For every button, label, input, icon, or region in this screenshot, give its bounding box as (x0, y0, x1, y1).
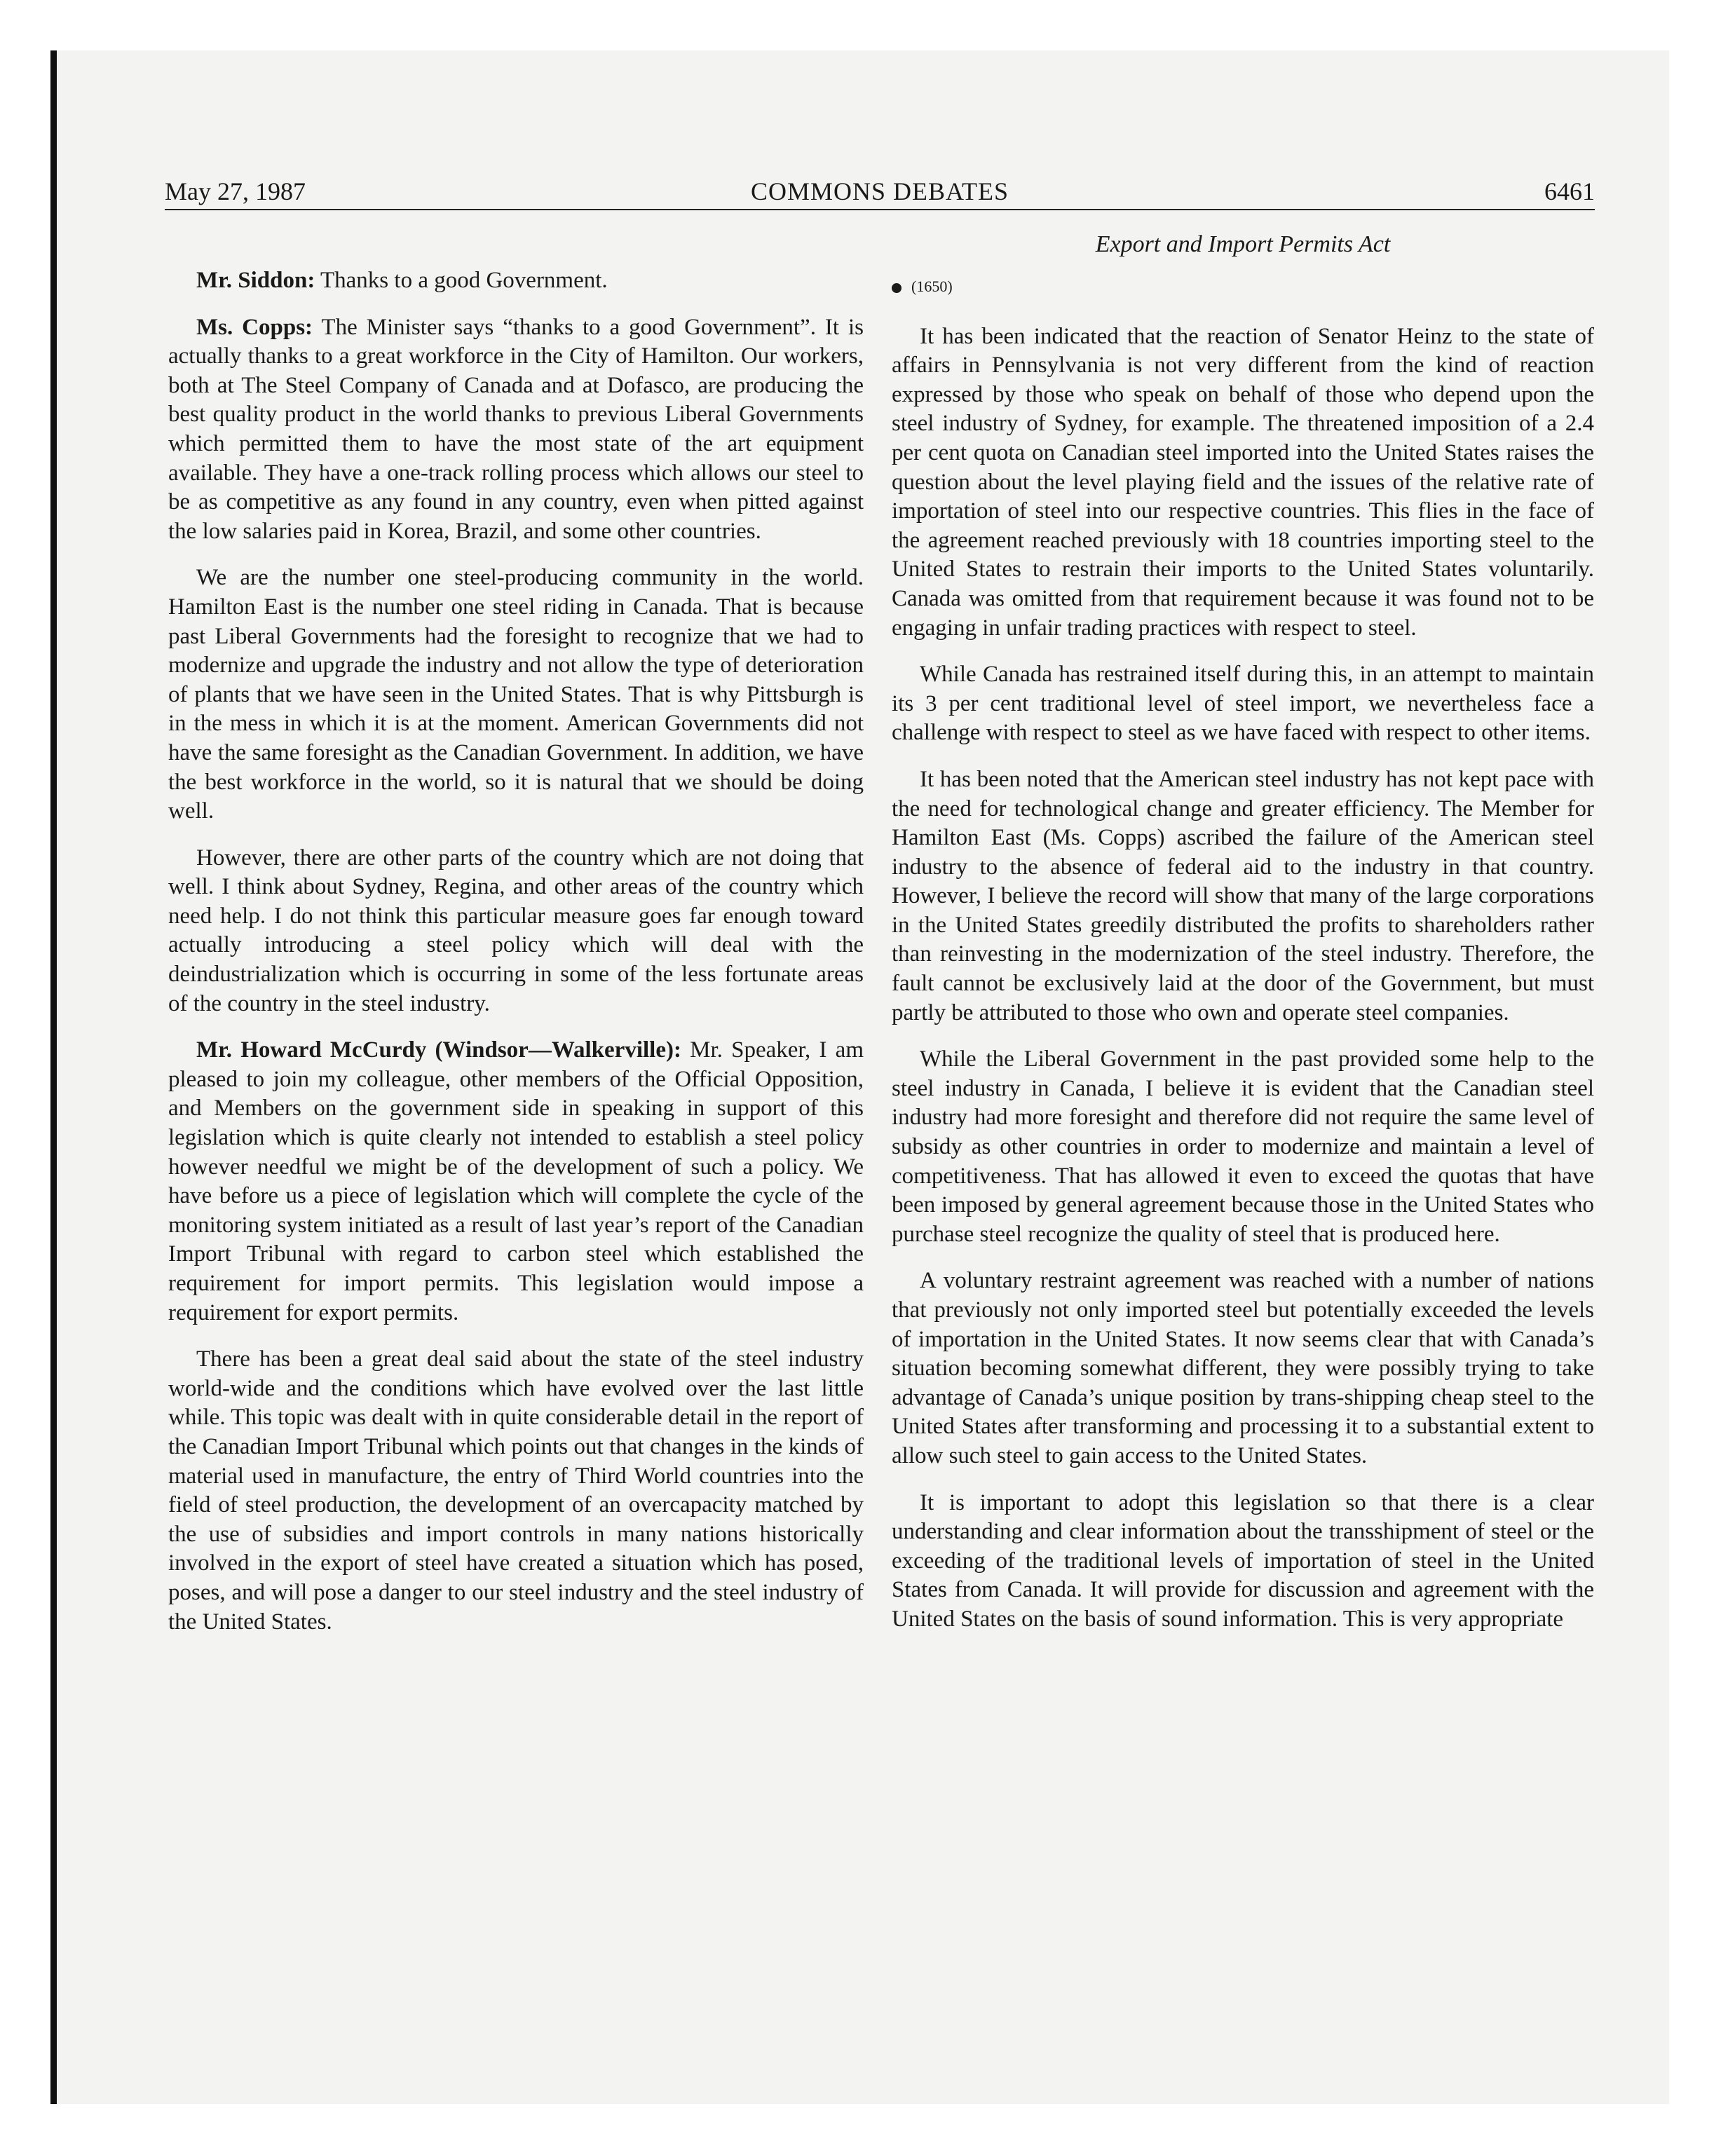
left-column (168, 266, 864, 1654)
right-column (892, 230, 1594, 1652)
speech-text: The Minister says “thanks to a good Government”. It is actually thanks to a great workforce in the City of Hamilton. Our workers, both at The Steel Company of Canada and at Dofasco, are producing the best quality product in the world thanks to previous Liberal Governments which permitted them to have the most state of the art equipment available. They have a one-track rolling process which allows our steel to be as competitive as any found in any country, even when pitted against the low salaries paid in Korea, Brazil, and some other countries. (168, 314, 864, 544)
speaker-name: Ms. Copps: (196, 314, 313, 340)
header-date: May 27, 1987 (165, 177, 306, 205)
time-marker (892, 276, 1594, 297)
speaker-name: Mr. Siddon: (196, 268, 315, 293)
paragraph: While the Liberal Government in the past provided some help to the steel industry in Canada, I believe it is evident that the Canadian steel industry had more foresight and therefore did not require the same level of subsidy as other countries in order to modernize and maintain a level of competitiveness. That has allowed it even to exceed the quotas that have been imposed by general agreement because those in the United States who purchase steel recognize the quality of steel that is produced here. (892, 1046, 1594, 1247)
paragraph (168, 266, 864, 296)
paragraph: We are the number one steel-producing community in the world. Hamilton East is the number one steel riding in Canada. That is because past Liberal Governments had the foresight to recognize that we had to modernize and upgrade the industry and not allow the type of deterioration of plants that we have seen in the United States. That is why Pittsburgh is in the mess in which it is at the moment. American Governments did not have the same foresight as the Canadian Government. In addition, we have the best workforce in the world, so it is natural that we should be doing well. (168, 565, 864, 824)
paragraph: While Canada has restrained itself during this, in an attempt to maintain its 3 per cent traditional level of steel import, we nevertheless face a challenge with respect to steel as we have faced with respect to other items. (892, 662, 1594, 746)
header-publication-title: COMMONS DEBATES (750, 177, 1009, 205)
page-header (165, 177, 1595, 212)
scan-border (50, 50, 57, 2104)
speech-text: Mr. Speaker, I am pleased to join my colleague, other members of the Official Opposition, and Members on the government side in speaking in support of this legislation which is quite clearly not intended to establish a steel policy however needful we might be of the development of such a policy. We have before us a piece of legislation which will complete the cycle of the monitoring system initiated as a result of last year’s report of the Canadian Import Tribunal with regard to carbon steel which established the requirement for import permits. This legislation would impose a requirement for export permits. (168, 1037, 864, 1325)
header-page-number: 6461 (1544, 177, 1595, 205)
speech-text: Thanks to a good Government. (315, 268, 608, 293)
header-rule (165, 209, 1595, 210)
bullet-icon (892, 283, 901, 293)
speaker-name: Mr. Howard McCurdy (Windsor—Walkerville): (196, 1037, 681, 1063)
paragraph: It has been noted that the American steel industry has not kept pace with the need for technological change and greater efficiency. The Member for Hamilton East (Ms. Copps) ascribed the failure of the American steel industry to the absence of federal aid to the industry in that country. However, I believe the record will show that many of the large corporations in the United States greedily distributed the profits to shareholders rather than reinvesting in the modernization of the steel industry. Therefore, the fault cannot be exclusively laid at the door of the Government, but must partly be attributed to those who own and operate steel companies. (892, 766, 1594, 1025)
paragraph: A voluntary restraint agreement was reached with a number of nations that previously not only imported steel but potentially exceeded the levels of importation in the United States. It now seems clear that with Canada’s situation becoming somewhat different, they were possibly trying to take advantage of Canada’s unique position by trans-shipping cheap steel to the United States after transforming and processing it to a substantial extent to allow such steel to gain access to the United States. (892, 1268, 1594, 1468)
running-subject-heading: Export and Import Permits Act (1095, 231, 1391, 257)
paragraph (168, 1036, 864, 1328)
time-marker-text: (1650) (911, 277, 953, 295)
paragraph: There has been a great deal said about the state of the steel industry world-wide and the conditions which have evolved over the last little while. This topic was dealt with in quite considerable detail in the report of the Canadian Import Tribunal which points out that changes in the kinds of material used in manufacture, the entry of Third World countries into the field of steel production, the development of an overcapacity matched by the use of subsidies and import controls in many nations historically involved in the export of steel have created a situation which has posed, poses, and will pose a danger to our steel industry and the steel industry of the United States. (168, 1346, 864, 1635)
paragraph (168, 313, 864, 547)
paragraph: However, there are other parts of the country which are not doing that well. I think about Sydney, Regina, and other areas of the country which need help. I do not think this particular measure goes far enough toward actually introducing a steel policy which will deal with the deindustrialization which is occurring in some of the less fortunate areas of the country in the steel industry. (168, 845, 864, 1016)
paragraph: It is important to adopt this legislation so that there is a clear understanding and clear information about the transshipment of steel or the exceeding of the traditional levels of importation of steel in the United States from Canada. It will provide for discussion and agreement with the United States on the basis of sound information. This is very appropriate (892, 1489, 1594, 1632)
paragraph: It has been indicated that the reaction of Senator Heinz to the state of affairs in Pennsylvania is not very different from the kind of reaction expressed by those who speak on behalf of those who depend upon the steel industry of Sydney, for example. The threatened imposition of a 2.4 per cent quota on Canadian steel imported into the United States raises the question about the level playing field and the issues of the relative rate of importation of steel into our respective countries. This flies in the face of the agreement reached previously with 18 countries importing steel to the United States to restrain their imports to the United States voluntarily. Canada was omitted from that requirement because it was found not to be engaging in unfair trading practices with respect to steel. (892, 323, 1594, 641)
